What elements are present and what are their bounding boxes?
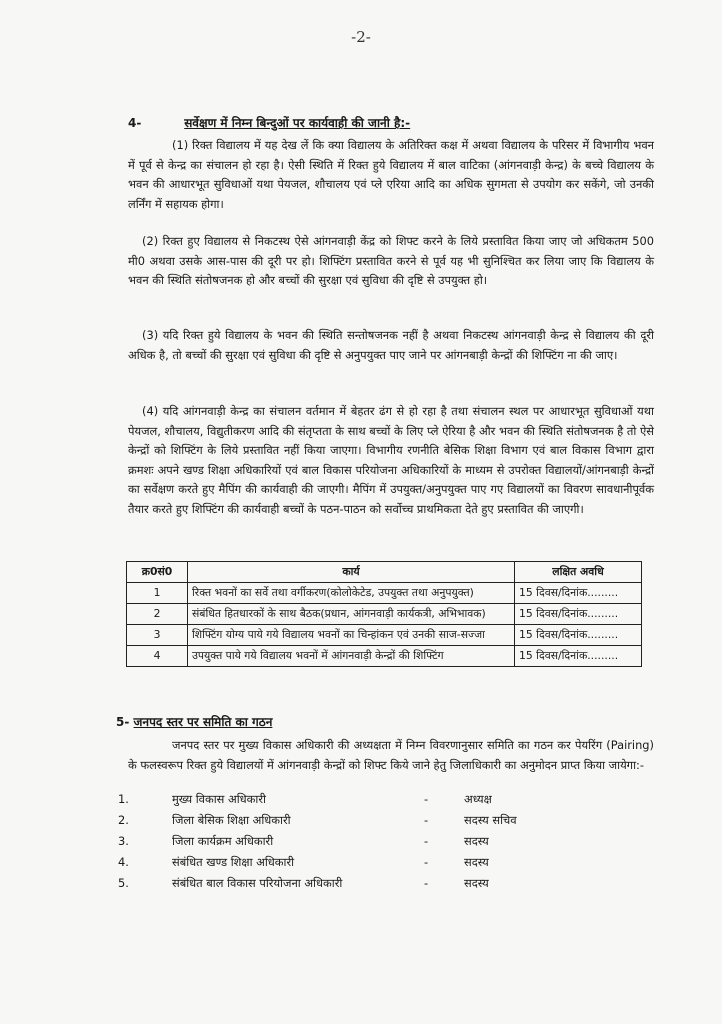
- row-duration: 15 दिवस/दिनांक.........: [515, 583, 642, 604]
- member-role: अध्यक्ष: [464, 792, 492, 806]
- section-5-title: जनपद स्तर पर समिति का गठन: [133, 715, 273, 729]
- row-task: संबंधित हितधारकों के साथ बैठक(प्रधान, आंगनवाड़ी कार्यकत्री, अभिभावक): [188, 604, 515, 625]
- row-serial: 1: [127, 583, 188, 604]
- member-dash: -: [424, 792, 429, 806]
- list-item: [118, 792, 638, 813]
- row-duration: 15 दिवस/दिनांक.........: [515, 604, 642, 625]
- list-item: [118, 855, 638, 876]
- member-dash: -: [424, 876, 429, 890]
- member-title: जिला कार्यक्रम अधिकारी: [172, 834, 274, 848]
- member-dash: -: [424, 834, 429, 848]
- member-title: जिला बेसिक शिक्षा अधिकारी: [172, 813, 291, 827]
- row-serial: 2: [127, 604, 188, 625]
- row-duration: 15 दिवस/दिनांक.........: [515, 625, 642, 646]
- member-number: 2.: [118, 813, 129, 827]
- row-task: शिफ्टिंग योग्य पाये गये विद्यालय भवनों का चिन्हांकन एवं उनकी साज-सज्जा: [188, 625, 515, 646]
- table-row: [127, 604, 642, 625]
- list-item: [118, 834, 638, 855]
- section-5-heading: [116, 713, 272, 730]
- row-serial: 4: [127, 646, 188, 667]
- member-title: संबंधित बाल विकास परियोजना अधिकारी: [172, 876, 343, 890]
- section-4-paragraph-3: (3) यदि रिक्त हुये विद्यालय के भवन की स्थिति सन्तोषजनक नहीं है अथवा निकटस्थ आंगनवाड़ी केन्द्र से विद्यालय की दूरी अधिक है, तो बच्चों की सुरक्षा एवं सुविधा की दृष्टि से अनुपयुक्त पाए जाने पर आंगनबाड़ी केन्द्रों की शिफ्टिंग ना की जाए।: [128, 328, 654, 362]
- header-duration: लक्षित अवधि: [515, 562, 642, 583]
- member-number: 1.: [118, 792, 129, 806]
- member-dash: -: [424, 855, 429, 869]
- section-4-number: 4-: [128, 116, 142, 130]
- row-serial: 3: [127, 625, 188, 646]
- member-role: सदस्य: [464, 834, 489, 848]
- page-number: -2-: [351, 28, 371, 46]
- section-4-paragraph-2: (2) रिक्त हुए विद्यालय से निकटस्थ ऐसे आंगनवाड़ी केंद्र को शिफ्ट करने के लिये प्रस्तावित किया जाए जो अधिकतम 500 मी0 अथवा उसके आस-पास की दूरी पर हो। शिफ्टिंग प्रस्तावित करने से पूर्व यह भी सुनिश्चित कर लिया जाए कि विद्यालय के भवन की स्थिति संतोषजनक हो और बच्चों की सुरक्षा एवं सुविधा की दृष्टि से उपयुक्त हो।: [128, 234, 654, 287]
- member-role: सदस्य: [464, 876, 489, 890]
- section-5-number: 5-: [116, 715, 130, 729]
- section-4-heading: [128, 114, 410, 131]
- header-serial: क्र0सं0: [127, 562, 188, 583]
- list-item: [118, 813, 638, 834]
- member-role: सदस्य सचिव: [464, 813, 517, 827]
- member-number: 4.: [118, 855, 129, 869]
- table-header-row: [127, 562, 642, 583]
- section-4-paragraph-1: (1) रिक्त विद्यालय में यह देख लें कि क्या विद्यालय के अतिरिक्त कक्ष में अथवा विद्यालय के परिसर में विभागीय भवन में पूर्व से केन्द्र का संचालन हो रहा है। ऐसी स्थिति में रिक्त हुये विद्यालय में बाल वाटिका (आंगनवाड़ी केन्द्र) के बच्चे विद्यालय के भवन की आधारभूत सुविधाओं यथा पेयजल, शौचालय एवं प्ले एरिया आदि का अधिक सुगमता से उपयोग कर सकेंगे, जो उनकी लर्निंग में सहायक होगा।: [128, 138, 654, 211]
- committee-member-list: [118, 792, 638, 897]
- member-title: मुख्य विकास अधिकारी: [172, 792, 266, 806]
- header-task: कार्य: [188, 562, 515, 583]
- row-duration: 15 दिवस/दिनांक.........: [515, 646, 642, 667]
- section-4-title: सर्वेक्षण में निम्न बिन्दुओं पर कार्यवाही की जानी है:-: [184, 116, 411, 130]
- table-row: [127, 646, 642, 667]
- table-row: [127, 625, 642, 646]
- section-5-paragraph: जनपद स्तर पर मुख्य विकास अधिकारी की अध्यक्षता में निम्न विवरणानुसार समिति का गठन कर पेयरिंग (Pairing) के फलस्वरूप रिक्त हुये विद्यालयों में आंगनवाड़ी केन्द्रों को शिफ्ट किये जाने हेतु जिलाधिकारी का अनुमोदन प्राप्त किया जायेगा:-: [128, 738, 654, 772]
- list-item: [118, 876, 638, 897]
- row-task: रिक्त भवनों का सर्वे तथा वर्गीकरण(कोलोकेटेड, उपयुक्त तथा अनुपयुक्त): [188, 583, 515, 604]
- section-4-paragraph-4: (4) यदि आंगनवाड़ी केन्द्र का संचालन वर्तमान में बेहतर ढंग से हो रहा है तथा संचालन स्थल पर आधारभूत सुविधाओं यथा पेयजल, शौचालय, विद्युतीकरण आदि की संतृप्तता के साथ बच्चों के लिए प्ले ऐरिया है और भवन की स्थिति संतोषजनक है तो ऐसे केन्द्रों को शिफ्टिंग के लिये प्रस्तावित नहीं किया जाएगा। विभागीय रणनीति बेसिक शिक्षा विभाग एवं बाल विकास विभाग द्वारा क्रमशः अपने खण्ड शिक्षा अधिकारियों एवं बाल विकास परियोजना अधिकारियों के माध्यम से उपरोक्त विद्यालयों/आंगनबाड़ी केन्द्रों का सर्वेक्षण करते हुए मैपिंग की कार्यवाही की जाएगी। मैपिंग में उपयुक्त/अनुपयुक्त पाए गए विद्यालयों का विवरण सावधानीपूर्वक तैयार करते हुए शिफ्टिंग की कार्यवाही बच्चों के पठन-पाठन को सर्वोच्च प्राथमिकता देते हुए प्रस्तावित की जाएगी।: [128, 404, 654, 516]
- member-dash: -: [424, 813, 429, 827]
- member-role: सदस्य: [464, 855, 489, 869]
- member-number: 5.: [118, 876, 129, 890]
- row-task: उपयुक्त पाये गये विद्यालय भवनों में आंगनवाड़ी केन्द्रों की शिफ्टिंग: [188, 646, 515, 667]
- member-number: 3.: [118, 834, 129, 848]
- task-schedule-table: [126, 561, 642, 667]
- member-title: संबंधित खण्ड शिक्षा अधिकारी: [172, 855, 295, 869]
- table-row: [127, 583, 642, 604]
